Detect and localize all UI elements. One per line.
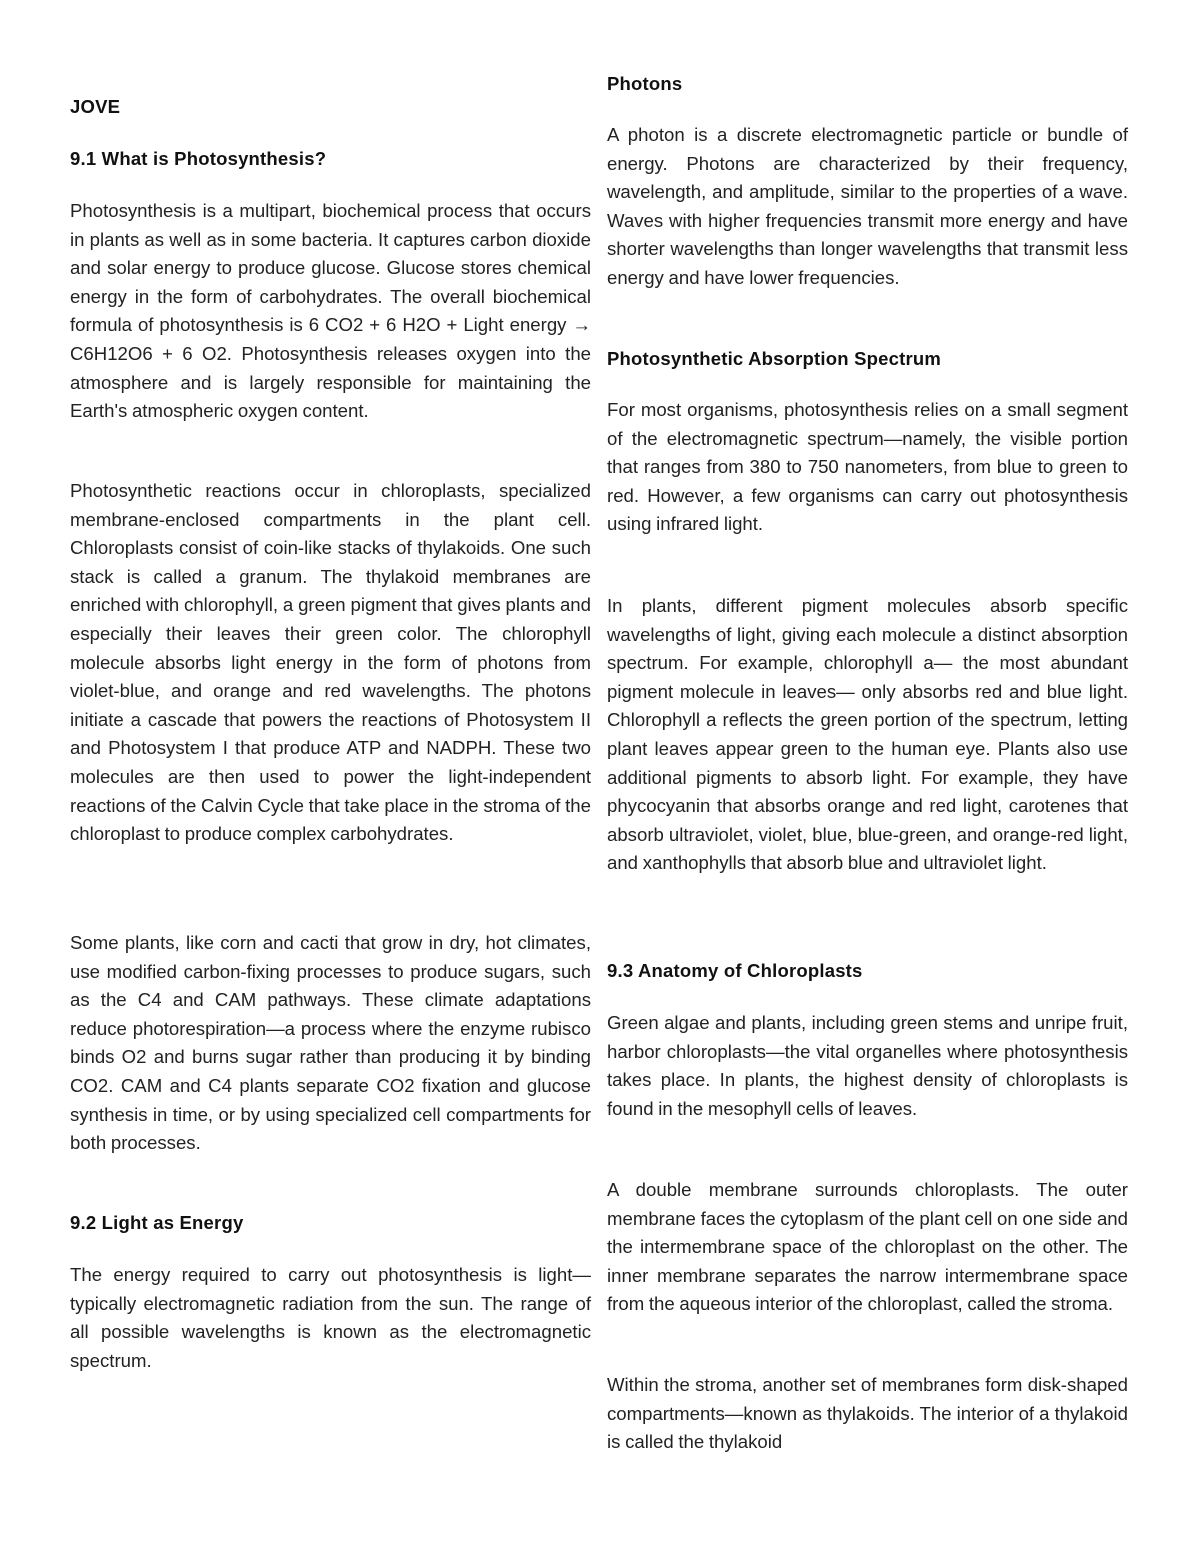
section-heading-what-is-photosynthesis: 9.1 What is Photosynthesis? bbox=[70, 148, 327, 169]
section-heading-absorption-spectrum: Photosynthetic Absorption Spectrum bbox=[607, 348, 941, 369]
paragraph-c4-cam-pathways: Some plants, like corn and cacti that grow in dry, hot climates, use modified carbon-fixing processes to produce sugars, such as the C4 and CAM pathways. These climate adaptations reduce photorespiration—a process where the enzyme rubisco binds O2 and burns sugar rather than producing it by binding CO2. CAM and C4 plants separate CO2 fixation and glucose synthesis in time, or by using specialized cell compartments for both processes. bbox=[70, 932, 591, 1154]
paragraph-photosynthesis-overview: Photosynthesis is a multipart, biochemical process that occurs in plants as well as in some bacteria. It captures carbon dioxide and solar energy to produce glucose. Glucose stores chemical energy in the form of carbohydrates. The overall biochemical formula of photosynthesis is 6 CO2 + 6 H2O + Light energy → C6H12O6 + 6 O2. Photosynthesis releases oxygen into the atmosphere and is largely responsible for maintaining the Earth's atmospheric oxygen content. bbox=[70, 200, 591, 422]
paragraph-light-energy: The energy required to carry out photosynthesis is light— typically electromagnetic radiation from the sun. The range of all possible wavelengths is known as the electromagnetic spectrum. bbox=[70, 1264, 591, 1371]
section-heading-light-as-energy: 9.2 Light as Energy bbox=[70, 1212, 244, 1233]
paragraph-visible-spectrum: For most organisms, photosynthesis relies on a small segment of the electromagnetic spectrum—namely, the visible portion that ranges from 380 to 750 nanometers, from blue to green to red. However, a few organisms can carry out photosynthesis using infrared light. bbox=[607, 399, 1128, 535]
paragraph-chloroplast-location: Green algae and plants, including green stems and unripe fruit, harbor chloroplasts—the vital organelles where photosynthesis takes place. In plants, the highest density of chloroplasts is found in the mesophyll cells of leaves. bbox=[607, 1012, 1128, 1119]
brand-label: JOVE bbox=[70, 96, 121, 117]
paragraph-thylakoids: Within the stroma, another set of membranes form disk-shaped compartments—known as thylakoids. The interior of a thylakoid is called the thylakoid bbox=[607, 1374, 1128, 1453]
paragraph-pigment-molecules: In plants, different pigment molecules absorb specific wavelengths of light, giving each molecule a distinct absorption spectrum. For example, chlorophyll a— the most abundant pigment molecule in leaves— only absorbs red and blue light. Chlorophyll a reflects the green portion of the spectrum, letting plant leaves appear green to the human eye. Plants also use additional pigments to absorb light. For example, they have phycocyanin that absorbs orange and red light, carotenes that absorb ultraviolet, violet, blue, blue-green, and orange-red light, and xanthophylls that absorb blue and ultraviolet light. bbox=[607, 595, 1128, 874]
section-heading-photons: Photons bbox=[607, 73, 683, 94]
paragraph-double-membrane: A double membrane surrounds chloroplasts. The outer membrane faces the cytoplasm of the plant cell on one side and the intermembrane space of the chloroplast on the other. The inner membrane separates the narrow intermembrane space from the aqueous interior of the chloroplast, called the stroma. bbox=[607, 1179, 1128, 1315]
paragraph-chloroplast-reactions: Photosynthetic reactions occur in chloroplasts, specialized membrane-enclosed compartments in the plant cell. Chloroplasts consist of coin-like stacks of thylakoids. One such stack is called a granum. The thylakoid membranes are enriched with chlorophyll, a green pigment that gives plants and especially their leaves their green color. The chlorophyll molecule absorbs light energy in the form of photons from violet-blue, and orange and red wavelengths. The photons initiate a cascade that powers the reactions of Photosystem II and Photosystem I that produce ATP and NADPH. These two molecules are then used to power the light-independent reactions of the Calvin Cycle that take place in the stroma of the chloroplast to produce complex carbohydrates. bbox=[70, 480, 591, 845]
section-heading-anatomy-of-chloroplasts: 9.3 Anatomy of Chloroplasts bbox=[607, 960, 863, 981]
paragraph-photons: A photon is a discrete electromagnetic particle or bundle of energy. Photons are characterized by their frequency, wavelength, and amplitude, similar to the properties of a wave. Waves with higher frequencies transmit more energy and have shorter wavelengths than longer wavelengths that transmit less energy and have lower frequencies. bbox=[607, 124, 1128, 288]
